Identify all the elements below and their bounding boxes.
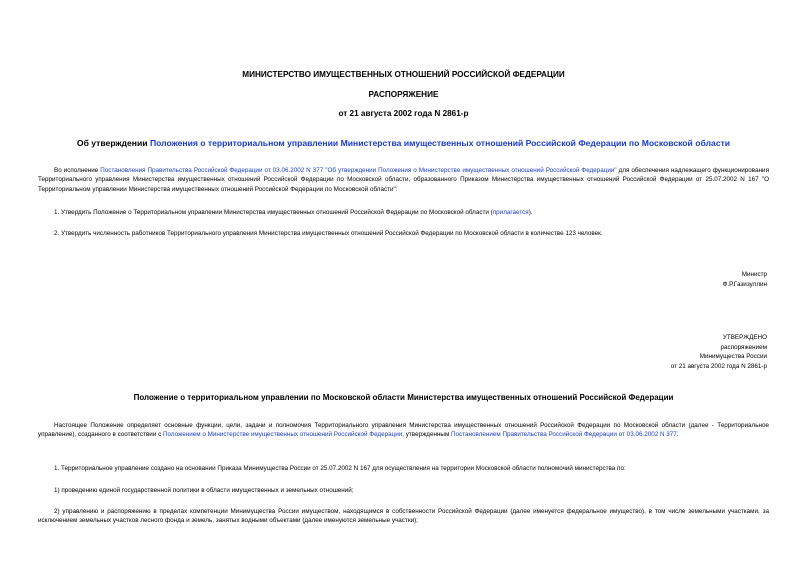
approved-line-2: распоряжением: [720, 343, 767, 351]
signature-block: [723, 270, 767, 289]
regulation-intro-text-1: Настоящее Положение определяет основные функции, цели, задачи и полномочия Территориального управления Министерства имущественных отношений Российской Федерации по Московской области (далее - Территориальное управление), созданного в соответствии с: [38, 422, 769, 439]
title-link[interactable]: Положения о территориальном управлении Министерства имущественных отношений Российской Федерации по Московской области: [149, 138, 731, 148]
item-2: 2. Утвердить численность работников Территориального управления Министерства имущественных отношений Российской Федерации по Московской области в количестве 123 человек.: [54, 230, 603, 237]
regulation-intro-text-3: .: [676, 431, 679, 439]
regulation-item-1: 1. Территориальное управление создано на основании Приказа Минимущества России от 25.07.2002 N 167 для осуществления на территории Московской области полномочий министерства по:: [54, 465, 626, 472]
item-1: [38, 208, 769, 217]
government-resolution-link[interactable]: Постановлением Правительства Российской Федерации от 03.06.2002 N 377: [451, 431, 677, 439]
attached-link[interactable]: прилагается: [492, 209, 529, 216]
regulation-title: Положение о территориальном управлении по Московской области Министерства имущественных отношений Российской Федерации: [133, 393, 674, 402]
intro-paragraph: [38, 166, 769, 194]
ministry-heading: МИНИСТЕРСТВО ИМУЩЕСТВЕННЫХ ОТНОШЕНИЙ РОССИЙСКОЙ ФЕДЕРАЦИИ: [242, 70, 565, 79]
approved-line-4: от 21 августа 2002 года N 2861-р: [670, 362, 767, 370]
approved-line-3: Минимущества России: [699, 353, 767, 361]
intro-suffix: для обеспечения надлежащего функционирования Территориального управления Министерства имущественных отношений Российской Федерации по Московской области, образованного Приказом Министерства имущественных отношений Российской Федерации от 25.07.2002 N 167 "О Территориальном управлении Министерства имущественных отношений Российской Федерации по Московской области":: [38, 167, 769, 193]
document-title: [38, 138, 769, 148]
signature-position: Министр: [741, 271, 767, 278]
item-1-text: 1. Утвердить Положение о Территориальном управлении Министерства имущественных отношений Российской Федерации по Московской области (: [54, 209, 493, 216]
signature-name: Ф.Р.Газизуллин: [722, 280, 767, 288]
regulation-subitem-1: 1) проведению единой государственной политики в области имущественных и земельных отношений;: [54, 487, 354, 494]
regulation-intro: [38, 421, 769, 440]
resolution-377-link[interactable]: Постановления Правительства Российской Федерации от 03.06.2002 N 377 "Об утверждении Положения о Министерстве имущественных отношений Российской Федерации": [100, 167, 617, 174]
document-date: от 21 августа 2002 года N 2861-р: [338, 109, 469, 118]
approval-stamp: [671, 333, 767, 371]
regulation-subitem-2: 2) управлению и распоряжению в пределах компетенции Минимущества России имуществом, находящимся в собственности Российской Федерации (далее именуется федеральное имущество), в том числе земельными участками, за исключением земельных участков лесного фонда и земель, занятых водными объектами (далее именуются земельные участки);: [38, 508, 769, 525]
regulation-intro-text-2: , утвержденным: [402, 431, 452, 439]
approved-line-1: УТВЕРЖДЕНО: [722, 334, 767, 341]
ministry-regulation-link[interactable]: Положением о Министерстве имущественных отношений Российской Федерации: [162, 431, 403, 439]
title-prefix: Об утверждении: [76, 138, 150, 148]
intro-prefix: Во исполнение: [54, 167, 101, 174]
document-type: РАСПОРЯЖЕНИЕ: [368, 90, 439, 99]
item-1-end: ).: [528, 209, 533, 216]
